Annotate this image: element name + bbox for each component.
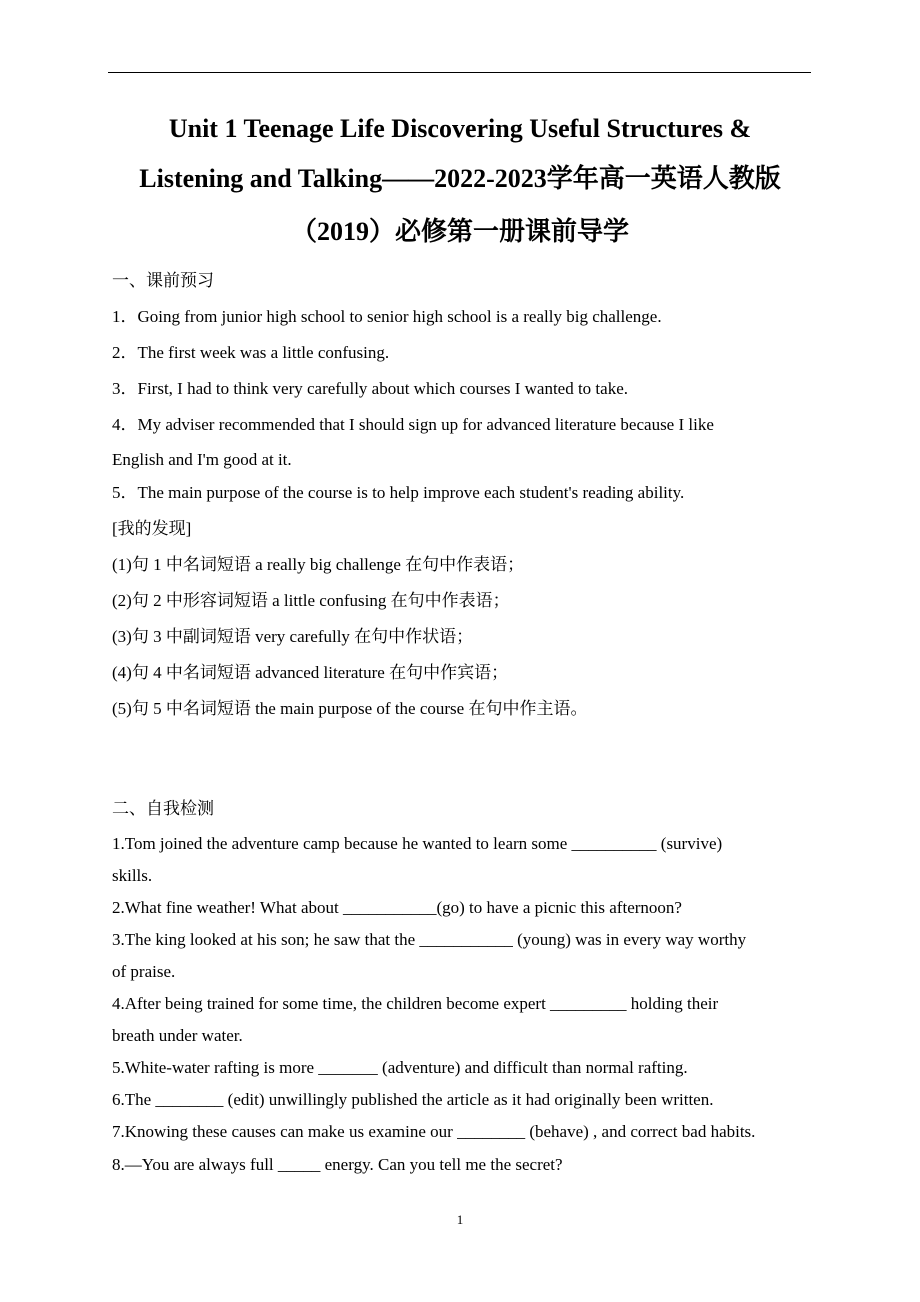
exercise-item: 1.Tom joined the adventure camp because he wanted to learn some __________ (survive)	[112, 834, 723, 853]
header-rule	[108, 72, 811, 73]
preview-sentence: 2．The first week was a little confusing.	[112, 343, 390, 362]
title-line-1: Unit 1 Teenage Life Discovering Useful Structures &	[168, 114, 752, 143]
exercise-item: 5.White-water rafting is more _______ (adventure) and difficult than normal rafting.	[112, 1058, 688, 1077]
exercise-item: 2.What fine weather! What about ___________(go) to have a picnic this afternoon?	[112, 898, 682, 917]
title-line-2: Listening and Talking——2022-2023学年高一英语人教版	[139, 164, 781, 193]
exercise-item-continued: breath under water.	[112, 1026, 243, 1045]
finding-item: (3)句 3 中副词短语 very carefully 在句中作状语；	[112, 627, 474, 646]
section-heading-self-check: 二、自我检测	[112, 799, 214, 818]
exercise-item-continued: of praise.	[112, 962, 176, 981]
exercise-item: 8.—You are always full _____ energy. Can you tell me the secret?	[112, 1155, 563, 1174]
preview-sentence-continued: English and I'm good at it.	[112, 450, 292, 469]
preview-sentence: 5．The main purpose of the course is to help improve each student's reading ability.	[112, 483, 685, 502]
finding-item: (5)句 5 中名词短语 the main purpose of the course 在句中作主语。	[112, 699, 588, 718]
findings-label: [我的发现]	[112, 519, 192, 538]
exercise-item: 6.The ________ (edit) unwillingly published the article as it had originally been written.	[112, 1090, 714, 1109]
title-line-3: （2019）必修第一册课前导学	[290, 217, 629, 246]
preview-sentence: 3．First, I had to think very carefully about which courses I wanted to take.	[112, 379, 629, 398]
exercise-item: 3.The king looked at his son; he saw that the ___________ (young) was in every way worthy	[112, 930, 747, 949]
exercise-item: 7.Knowing these causes can make us examine our ________ (behave) , and correct bad habits.	[112, 1122, 756, 1141]
page-number: 1	[456, 1212, 464, 1227]
preview-sentence: 1．Going from junior high school to senior high school is a really big challenge.	[112, 307, 662, 326]
finding-item: (4)句 4 中名词短语 advanced literature 在句中作宾语；	[112, 663, 509, 682]
exercise-item-continued: skills.	[112, 866, 153, 885]
finding-item: (2)句 2 中形容词短语 a little confusing 在句中作表语；	[112, 591, 510, 610]
section-heading-preview: 一、课前预习	[112, 271, 214, 290]
finding-item: (1)句 1 中名词短语 a really big challenge 在句中作表语；	[112, 555, 525, 574]
preview-sentence: 4．My adviser recommended that I should sign up for advanced literature because I like	[112, 415, 714, 434]
exercise-item: 4.After being trained for some time, the children become expert _________ holding their	[112, 994, 719, 1013]
